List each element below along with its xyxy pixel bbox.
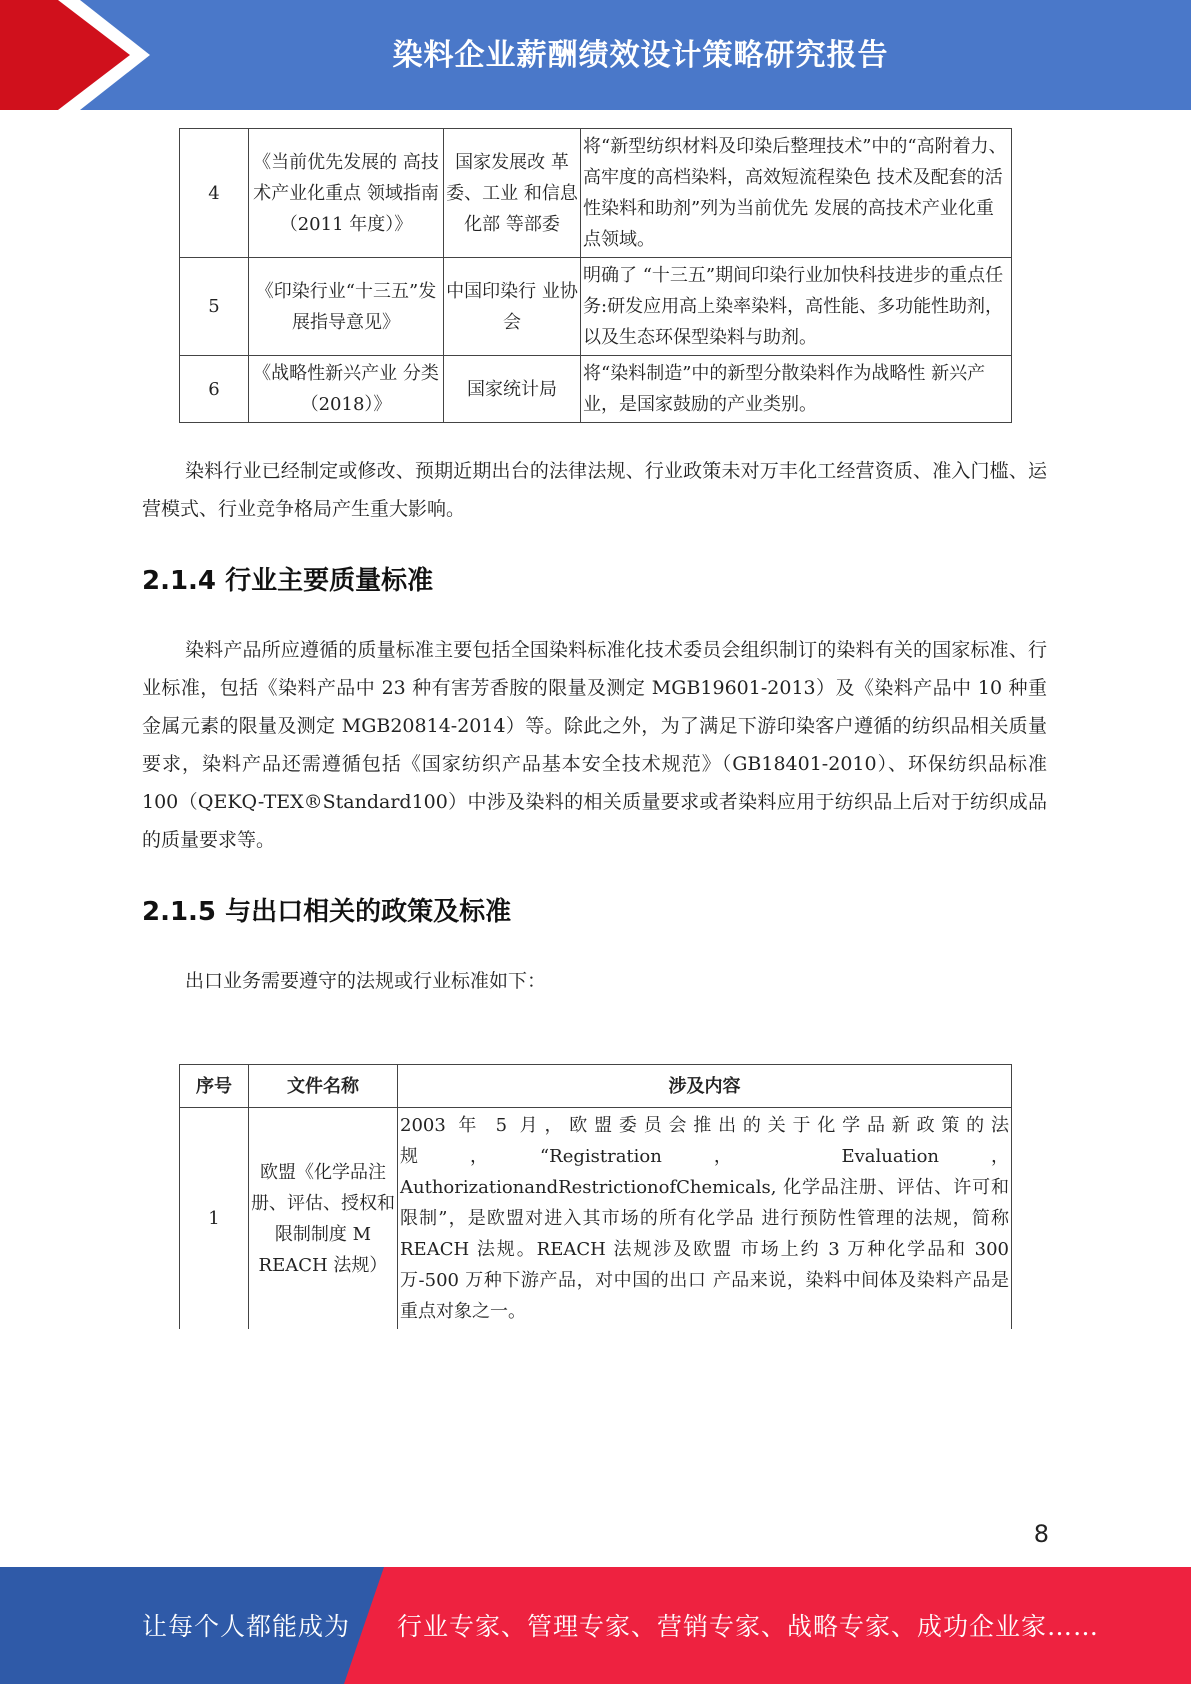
table-header-row (180, 1065, 1012, 1108)
column-header-name: 文件名称 (249, 1065, 398, 1108)
document-title: 染料企业薪酬绩效设计策略研究报告 (392, 38, 889, 73)
section-heading: 2.1.4 行业主要质量标准 (142, 566, 434, 596)
page-number: 8 (1033, 1520, 1049, 1548)
section-heading: 2.1.5 与出口相关的政策及标准 (142, 897, 512, 927)
table-row (180, 356, 1012, 423)
page-header (0, 0, 1191, 110)
content-cell: 将“新型纺织材料及印染后整理技术”中的“高附着力、高牢度的高档染料，高效短流程染色 技术及配套的活性染料和助剂”列为当前优先 发展的高技术产业化重点领域。 (581, 129, 1012, 258)
issuing-body: 国家统计局 (444, 356, 581, 423)
table-row (180, 1108, 1012, 1330)
row-number: 1 (180, 1108, 249, 1330)
issuing-body: 国家发展改 革委、工业 和信息化部 等部委 (444, 129, 581, 258)
policy-table (179, 128, 1012, 423)
body-paragraph: 出口业务需要遵守的法规或行业标准如下： (185, 970, 547, 992)
document-name: 《印染行业“十三五”发展指导意见》 (249, 258, 444, 356)
export-standards-table (179, 1064, 1012, 1329)
body-paragraph: 染料行业已经制定或修改、预期近期出台的法律法规、行业政策未对万丰化工经营资质、准入门槛、运营模式、行业竞争格局产生重大影响。 (142, 460, 1047, 520)
content-cell: 将“染料制造”中的新型分散染料作为战略性 新兴产业，是国家鼓励的产业类别。 (581, 356, 1012, 423)
row-number: 6 (180, 356, 249, 423)
footer-slogan-left: 让每个人都能成为 (142, 1612, 351, 1641)
footer-slogan-right: 行业专家、管理专家、营销专家、战略专家、成功企业家…… (397, 1612, 1100, 1641)
row-number: 4 (180, 129, 249, 258)
document-name: 《当前优先发展的 高技术产业化重点 领域指南（2011 年度）》 (249, 129, 444, 258)
content-cell: 明确了 “十三五”期间印染行业加快科技进步的重点任务:研发应用高上染率染料，高性能、多功能性助剂，以及生态环保型染料与助剂。 (581, 258, 1012, 356)
body-paragraph: 染料产品所应遵循的质量标准主要包括全国染料标准化技术委员会组织制订的染料有关的国家标准、行业标准，包括《染料产品中 23 种有害芳香胺的限量及测定 MGB19601-2013）及《染料产品中 10 种重金属元素的限量及测定 MGB20814-2014）等。除此之外，为了满足下游印染客户遵循的纺织品相关质量要求，染料产品还需遵循包括《国家纺织产品基本安全技术规范》（GB18401-2010）、环保纺织品标准 100（QEKQ-TEX®Standard100）中涉及染料的相关质量要求或者染料应用于纺织品上后对于纺织成品的质量要求等。 (142, 639, 1047, 851)
issuing-body: 中国印染行 业协会 (444, 258, 581, 356)
page-footer (0, 1567, 1191, 1684)
document-name: 《战略性新兴产业 分类（2018）》 (249, 356, 444, 423)
row-number: 5 (180, 258, 249, 356)
table-row (180, 129, 1012, 258)
table-row (180, 258, 1012, 356)
content-cell: 2003 年 5 月，欧盟委员会推出的关于化学品新政策的法规，“Registration， Evaluation， AuthorizationandRestrictionofChemicals, 化学品注册、评估、许可和限制”，是欧盟对进入其市场的所有化学品 进行预防性管理的法规，简称 REACH 法规。REACH 法规涉及欧盟 市场上约 3 万种化学品和 300 万-500 万种下游产品，对中国的出口 产品来说，染料中间体及染料产品是重点对象之一。 (398, 1108, 1012, 1330)
document-name: 欧盟《化学品注册、评估、授权和限制制度 M REACH 法规） (249, 1108, 398, 1330)
column-header-no: 序号 (180, 1065, 249, 1108)
column-header-content: 涉及内容 (398, 1065, 1012, 1108)
